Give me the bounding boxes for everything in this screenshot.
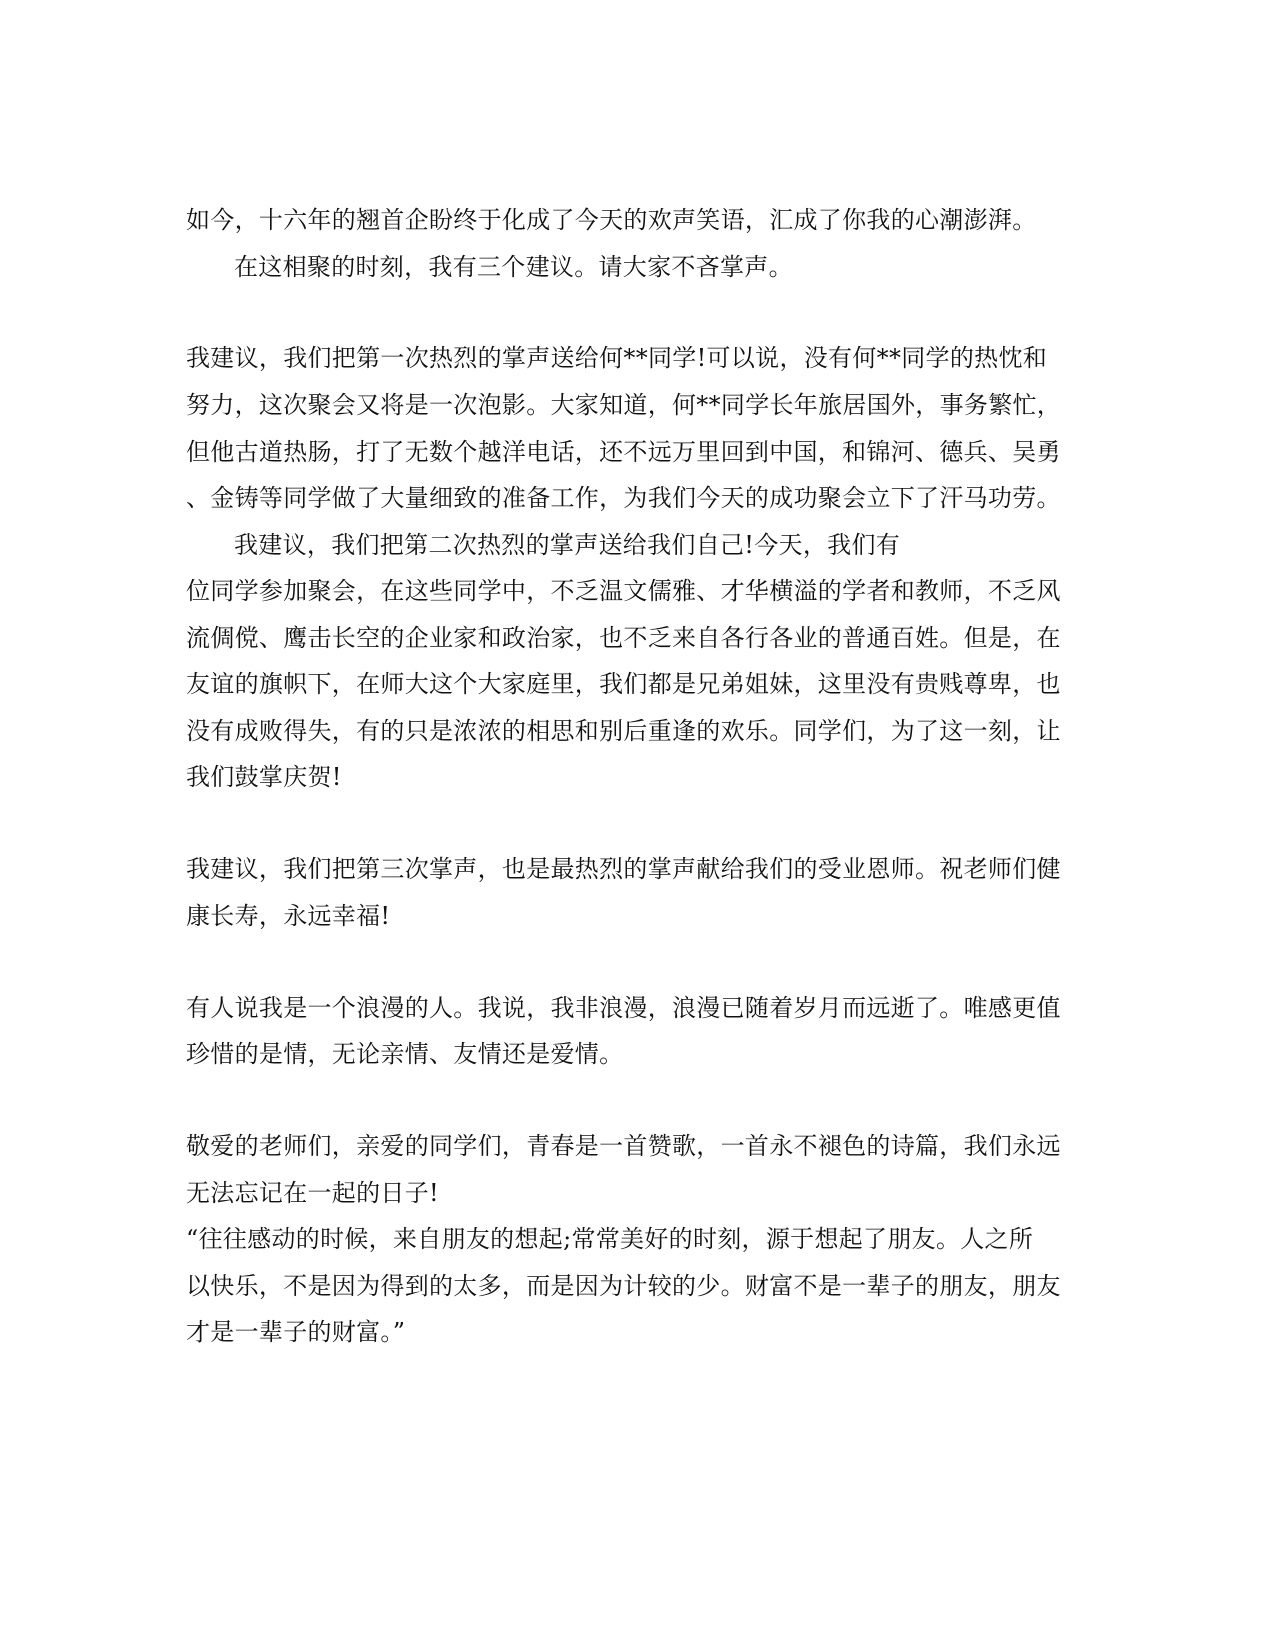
text-line: 我建议，我们把第二次热烈的掌声送给我们自己!今天，我们有 [234, 531, 901, 559]
text-line: 在这相聚的时刻，我有三个建议。请大家不吝掌声。 [234, 253, 793, 281]
text-line: 以快乐，不是因为得到的太多，而是因为计较的少。财富不是一辈子的朋友，朋友 [186, 1272, 1061, 1300]
text-line: 我建议，我们把第一次热烈的掌声送给何**同学!可以说，没有何**同学的热忱和 [186, 344, 1048, 372]
text-line: “往往感动的时候，来自朋友的想起;常常美好的时刻，源于想起了朋友。人之所 [186, 1225, 1034, 1253]
text-line: 努力，这次聚会又将是一次泡影。大家知道，何**同学长年旅居国外，事务繁忙， [186, 391, 1062, 419]
text-line: 友谊的旗帜下，在师大这个大家庭里，我们都是兄弟姐妹，这里没有贵贱尊卑，也 [186, 670, 1061, 698]
text-line: 流倜傥、鹰击长空的企业家和政治家，也不乏来自各行各业的普通百姓。但是，在 [186, 624, 1061, 652]
text-line: 我建议，我们把第三次掌声，也是最热烈的掌声献给我们的受业恩师。祝老师们健 [186, 855, 1061, 883]
text-line: 位同学参加聚会，在这些同学中，不乏温文儒雅、才华横溢的学者和教师，不乏风 [186, 577, 1061, 605]
text-line: 珍惜的是情，无论亲情、友情还是爱情。 [186, 1040, 624, 1068]
text-line: 才是一辈子的财富。” [186, 1318, 406, 1346]
text-line: 如今，十六年的翘首企盼终于化成了今天的欢声笑语，汇成了你我的心潮澎湃。 [186, 206, 1037, 234]
text-line: 敬爱的老师们，亲爱的同学们，青春是一首赞歌，一首永不褪色的诗篇，我们永远 [186, 1132, 1061, 1160]
text-line: 无法忘记在一起的日子! [186, 1179, 439, 1207]
text-line: 、金铸等同学做了大量细致的准备工作，为我们今天的成功聚会立下了汗马功劳。 [186, 484, 1061, 512]
text-line: 有人说我是一个浪漫的人。我说，我非浪漫，浪漫已随着岁月而远逝了。唯感更值 [186, 994, 1061, 1022]
text-line: 康长寿，永远幸福! [186, 902, 391, 930]
text-line: 没有成败得失，有的只是浓浓的相思和别后重逢的欢乐。同学们，为了这一刻，让 [186, 717, 1061, 745]
text-line: 我们鼓掌庆贺! [186, 763, 342, 791]
text-line: 但他古道热肠，打了无数个越洋电话，还不远万里回到中国，和锦河、德兵、吴勇 [186, 438, 1061, 466]
